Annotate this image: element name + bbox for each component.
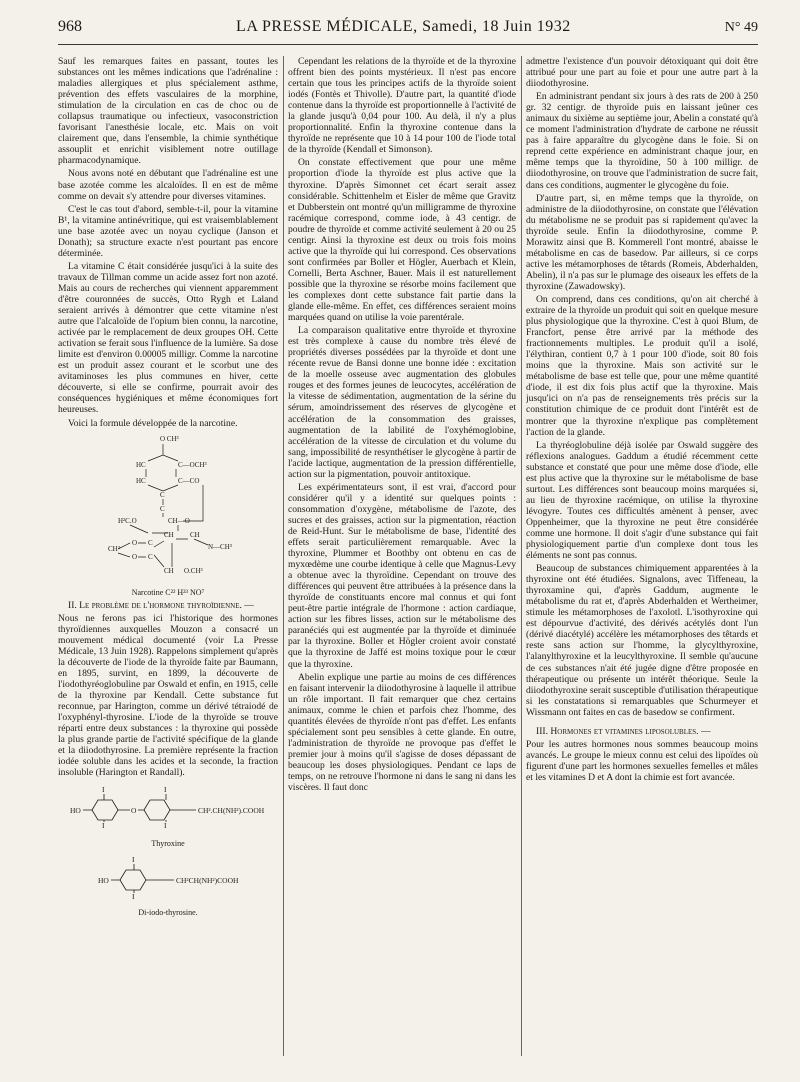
section-heading-paragraph bbox=[526, 726, 758, 737]
section-title: III. Hormones et vitamines liposolubles. — bbox=[536, 725, 711, 737]
page-header bbox=[58, 18, 758, 42]
formula-label: O bbox=[132, 538, 138, 547]
formula-label: HC bbox=[136, 476, 146, 485]
benzene-ring bbox=[111, 864, 174, 893]
formula-label: I bbox=[164, 821, 167, 831]
paragraph: Nous ne ferons pas ici l'historique des hormones thyroïdiennes auxquelles Mouzon a consacré un mouvement médical documenté (voir La Presse Médicale, 13 Juin 1928). Rappelons simplement qu'après la découverte de l'iode de la thyroïde faite par Baumann, en 1895, survint, en 1899, la découverte de l'iodothyréoglobuline par Oswald et enfin, en 1915, celle de la thyroxine par Kendall. Cette substance fut reconnue, par Harington, comme un dérivé tétraiodé de l'oxyphényl-thyrosine. L'iode de la thyroïde se trouve réparti entre deux substances : la thyroxine qui possède la plus grande partie de l'activité spécifique de la glande et la diiodothyrosine. La première représente la fraction iodée soluble dans les acides et la seconde, la fraction insoluble (Harington et Randall). bbox=[58, 612, 278, 779]
section-title: II. Le problème de l'hormone thyroïdienne. — bbox=[68, 599, 254, 611]
formula-caption: Thyroxine bbox=[151, 839, 185, 849]
formula-label: I bbox=[164, 785, 167, 795]
formula-label: C—OCH³ bbox=[178, 460, 207, 469]
thyroxine-formula bbox=[68, 782, 268, 834]
formula-label: C bbox=[160, 490, 165, 499]
formula-label: C bbox=[148, 552, 153, 561]
column-2 bbox=[288, 56, 516, 1068]
paragraph: Pour les autres hormones nous sommes beaucoup moins avancés. Le groupe le mieux connu est celui des lipoïdes où figurent d'une part les hormones sexuelles femelles et mâles et les vitamines D et A dont la chimie est fort avancée. bbox=[526, 738, 758, 783]
paragraph: La vitamine C était considérée jusqu'ici à la suite des travaux de Tillman comme un acide assez fort non azoté. Mais au cours de recherches qui viennent apparemment d'être couronnées de succès, Otto Rygh et Laland seraient arrivés à démontrer que cette vitamine n'est autre que l'alcaloïde de l'opium bien connu, la narcotine, activée par le remplacement de deux groupes OH. Cette activation se ferait sous l'influence de la lumière. Sa dose limite est d'environ 0.00005 milligr. Comme la narcotine est un produit assez courant et le scorbut une des avitaminoses les plus communes en hiver, cette découverte, si elle se confirme, pourrait avoir des conséquences hygiéniques et même économiques fort heureuses. bbox=[58, 260, 278, 416]
paragraph: Les expérimentateurs sont, il est vrai, d'accord pour considérer qu'il y a identité sur quelques points : consommation d'oxygène, métabolisme de l'azote, des sucres et des graisses, action sur la pigmentation, réaction de Reid-Hunt. Sur le métabolisme de base, l'identité des effets serait particulièrement remarquable. Avec la thyroxine, Plummer et Boothby ont obtenu en cas de myxœdème une courbe identique à celle que Magnus-Levy a obtenue avec la thyroïdine. Cependant on trouve des différences qui peuvent être attribuées à la présence dans la thyroïde de constituants encore mal connus et qui font peut-être partie intégrale de l'hormone : action cardiaque, action sur les fibres lisses, action sur le métabolisme des paranéciés qui est augmentée par la thyroïde et diminuée par la thyroxine. Boller et Högler croient avoir constaté que la thyroxine de Jaffé est moins toxique pour le cœur que la thyroxine. bbox=[288, 481, 516, 670]
column-3 bbox=[526, 56, 758, 1068]
formula-label: CH²CH(NH²)COOH bbox=[176, 876, 239, 886]
formula-label: HO bbox=[98, 876, 109, 886]
formula-caption: Narcotine C²² H²³ NO⁷ bbox=[131, 587, 205, 597]
formula-label: CH².CH(NH²).COOH bbox=[198, 806, 265, 816]
paragraph: D'autre part, si, en même temps que la thyroïde, on administre de la diiodothyrosine, on constate que l'élévation du métabolisme ne se produit pas si rapidement qu'avec la thyroïde seule. Enfin la diiodothyrosine, comme P. Morawitz ainsi que B. Kommerell l'ont montré, abaisse le métabolisme en cas de basedow. Par ailleurs, si ce corps active les métamorphoses de têtards (Romeis, Abderhalden, Abelin), il n'a pas sur le plumage des oiseaux les effets de la thyroxine (Zawadowsky). bbox=[526, 192, 758, 292]
paragraph: Voici la formule développée de la narcotine. bbox=[68, 417, 238, 429]
formula-caption: Di-iodo-thyrosine. bbox=[138, 908, 198, 918]
formula-label: C bbox=[160, 504, 165, 513]
formula-label: HC bbox=[136, 460, 146, 469]
formula-label: H²C.O bbox=[118, 516, 137, 525]
formula-label: HO bbox=[70, 806, 81, 816]
formula-label: O.CH³ bbox=[184, 566, 203, 575]
paragraph: En administrant pendant six jours à des rats de 200 à 250 gr. 32 centigr. de thyroïde puis en laissant jeûner ces animaux du sixième au septième jour, Abelin a constaté qu'à ce moment l'administration d'hydrate de carbone ne réussit pas à faire apparaître du glycogène dans le foie. Si on reprend cette expérience en administrant chaque jour, en même temps que la thyroïdine, 50 à 100 milligr. de diiodothyrosine, on trouve que l'administration de sucre fait, dans ces conditions, augmenter le glycogène du foie. bbox=[526, 91, 758, 191]
paragraph: Abelin explique une partie au moins de ces différences en faisant intervenir la diiodothyrosine à laquelle il attribue un rôle important. Il fait remarquer que chez certains animaux, comme le chien et parfois chez l'homme, des quantités élevées de thyroïde n'ont pas d'effet. Les enfants spécialement sont peu sensibles à cette glande. En outre, l'administration de thyroïde ne provoque pas d'effet le premier jour à moins qu'il s'agisse de doses dépassant de beaucoup les doses physiologiques. Pendant ce laps de temps, on ne retrouve l'hormone ni dans le sang ni dans les viscères. Il faut donc bbox=[288, 671, 516, 794]
paragraph: Nous avons noté en débutant que l'adrénaline est une base azotée comme les alcaloïdes. Il en est de même comme on devait s'y attendre pour diverses vitamines. bbox=[58, 168, 278, 202]
formula-label: N—CH³ bbox=[208, 542, 232, 551]
formula-label: CH bbox=[164, 530, 174, 539]
column-1 bbox=[58, 56, 278, 1068]
section-heading-paragraph bbox=[58, 600, 278, 611]
formula-label: C bbox=[148, 538, 153, 547]
paragraph: Beaucoup de substances chimiquement apparentées à la thyroxine ont été étudiées. Signalons, avec Tiffeneau, la thyroxamine qui, d'après Gaddum, augmente le métabolisme du rat et, d'après Abderhalden et Wertheimer, stimule les métamorphoses de l'axolotl. L'isothyroxine qui est dépourvue d'activité, des dérivés acétylés dont l'un (dérivé diacétylé) accélère les métamorphoses des têtards et reste sans action sur l'homme, la glycylthyroxine, l'alanylthyroxine et la leucylthyroxine. Il semble qu'aucune de ces substances n'ait été jugée digne d'être proposée en thérapeutique ou présente un intérêt théorique. Seule la diiodothyroxine serait susceptible d'utilisation thérapeutique si les constatations si remarquables que Schurmeyer et Wissmann ont faites en cas de basedow se confirment. bbox=[526, 563, 758, 718]
header-rule bbox=[58, 44, 758, 45]
formula-label: C—CO bbox=[178, 476, 200, 485]
diiodothyrosine-formula bbox=[68, 853, 268, 903]
formula-label: O bbox=[131, 806, 137, 816]
column-divider bbox=[283, 56, 284, 1056]
narcotine-formula bbox=[68, 433, 268, 583]
formula-label: CH² bbox=[108, 544, 120, 553]
paragraph: La thyréoglobuline déjà isolée par Oswald suggère des réflexions analogues. Gaddum a étudié récemment cette substance et constaté que pour une même dose d'iode, elle est plus active que la thyroxine sur le métabolisme de base surtout. Les différences sont beaucoup moins marquées si, au lieu de thyroxine racémique, on utilise la thyroxine lévogyre. Toutes ces difficultés amènent à penser, avec Oppenheimer, que la thyroxine ne peut être considérée comme une hormone. Il doit s'agir d'une substance qui fait physiologiquement partie d'un complexe dont tous les éléments ne sont pas connus. bbox=[526, 439, 758, 562]
formula-label: CH—O bbox=[168, 516, 190, 525]
paragraph: Sauf les remarques faites en passant, toutes les substances ont les mêmes indications que l'adrénaline : maladies allergiques et plus spécialement asthme, prévention des effets vasculaires de la morphine, stimulation de la circulation en cas de choc ou de collapsus traumatique ou infectieux, vasoconstriction favorisant l'anesthésie locale, etc. Mais on voit clairement que, dans l'ensemble, la chimie synthétique assouplit et enrichit visiblement notre outillage pharmacodynamique. bbox=[58, 56, 278, 167]
column-divider bbox=[521, 56, 522, 1056]
formula-label: I bbox=[102, 785, 105, 795]
paragraph: admettre l'existence d'un pouvoir détoxiquant qui doit être attribué pour une part au foie et pour une autre part à la diiodothyrosine. bbox=[526, 56, 758, 90]
paragraph: Cependant les relations de la thyroïde et de la thyroxine offrent bien des points mystérieux. Il n'est pas encore certain que tous les principes actifs de la thyroïde soient iodés (Fontès et Thivolle). D'autre part, la quantité d'iode contenue dans la thyroïde est proportionnelle à l'activité de la glande jusqu'à 0,04 pour 100. Au delà, il n'y a plus proportionnalité. Enfin la thyroxine contenue dans la thyroïde ne représente que 10 à 14 pour 100 de l'iode total de la thyroïde (Kendall et Simonson). bbox=[288, 56, 516, 156]
formula-label: I bbox=[132, 892, 135, 902]
paragraph: La comparaison qualitative entre thyroïde et thyroxine est très complexe à cause du nombre très élevé de propriétés diverses possédées par la thyroïde et dont une récente revue de Bansi donne une bonne idée : excitation de la moelle osseuse avec augmentation des globules rouges et des formes jeunes de leucocytes, accélération de la vitesse de sédimentation, augmentation de la sérine du sérum, amoindrissement des réserves de glycogène et accélération de la consommation des graisses, augmentation de la labilité de l'oxyhémoglobine, accélération de la vitesse de circulation et du volume du sang, impossibilité de resynthétiser le glycogène à partir de l'acide lactique, augmentation de la pression différentielle, action sur la pigmentation, pouvoir antitoxique. bbox=[288, 325, 516, 480]
paragraph: C'est le cas tout d'abord, semble-t-il, pour la vitamine B¹, la vitamine antinévritique, qui est vraisemblablement une base azotée avec un noyau cyclique (Janson et Donath); sa structure exacte n'est pourtant pas encore déterminée. bbox=[58, 203, 278, 259]
formula-label: CH bbox=[190, 530, 200, 539]
issue-number: N° 49 bbox=[724, 20, 758, 35]
formula-label: I bbox=[132, 855, 135, 865]
paragraph: On constate effectivement que pour une même proportion d'iode la thyroïde est plus active que la thyroxine. D'après Simonnet cet écart serait assez considérable. Schittenhelm et Eisler de même que Gravitz et Dubberstein ont montré qu'un milligramme de thyroxine racémique correspond, comme iode, à 43 centigr. de poudre de thyroïde et comme activité seulement à 20 ou 25 centigr. Ainsi la thyroxine est deux ou trois fois moins active que la thyroïde qui lui correspond. Ces observations sont confirmées par Boller et Högler, Auerbach et Klein, Cornelli, Berta Aschner, Bauer. Mais il est naturellement possible que la thyroxine se résorbe moins facilement que les complexes dont cette substance fait partie dans la glande elle-même. En effet, ces différences seraient moins marquées quand on utilise la voie parentérale. bbox=[288, 157, 516, 324]
journal-title: LA PRESSE MÉDICALE, Samedi, 18 Juin 1932 bbox=[236, 18, 571, 35]
page-number: 968 bbox=[58, 18, 82, 35]
formula-label: CH bbox=[164, 566, 174, 575]
formula-label: I bbox=[102, 821, 105, 831]
paragraph: On comprend, dans ces conditions, qu'on ait cherché à extraire de la thyroïde un produit qui soit en quelque mesure plus physiologique que la thyroxine. C'est à quoi Blum, de Francfort, pense être arrivé par la méthode des fractionnements multiples. Le produit qu'il a isolé, l'élythiran, contient 0,7 à 1 pour 100 d'iode, soit 80 fois moins que la thyroxine. Mais son activité sur le métabolisme de base est telle que, pour une même quantité d'iode, il est dix fois plus actif que la thyroxine. Mais jusqu'ici on n'a pas de renseignements très précis sur la constitution chimique de ce produit dont l'intérêt est de montrer que la thyroxine n'explique pas complètement l'action de la glande. bbox=[526, 293, 758, 438]
formula-label: O CH³ bbox=[160, 434, 179, 443]
benzene-rings bbox=[83, 794, 196, 822]
formula-label: O bbox=[132, 552, 138, 561]
